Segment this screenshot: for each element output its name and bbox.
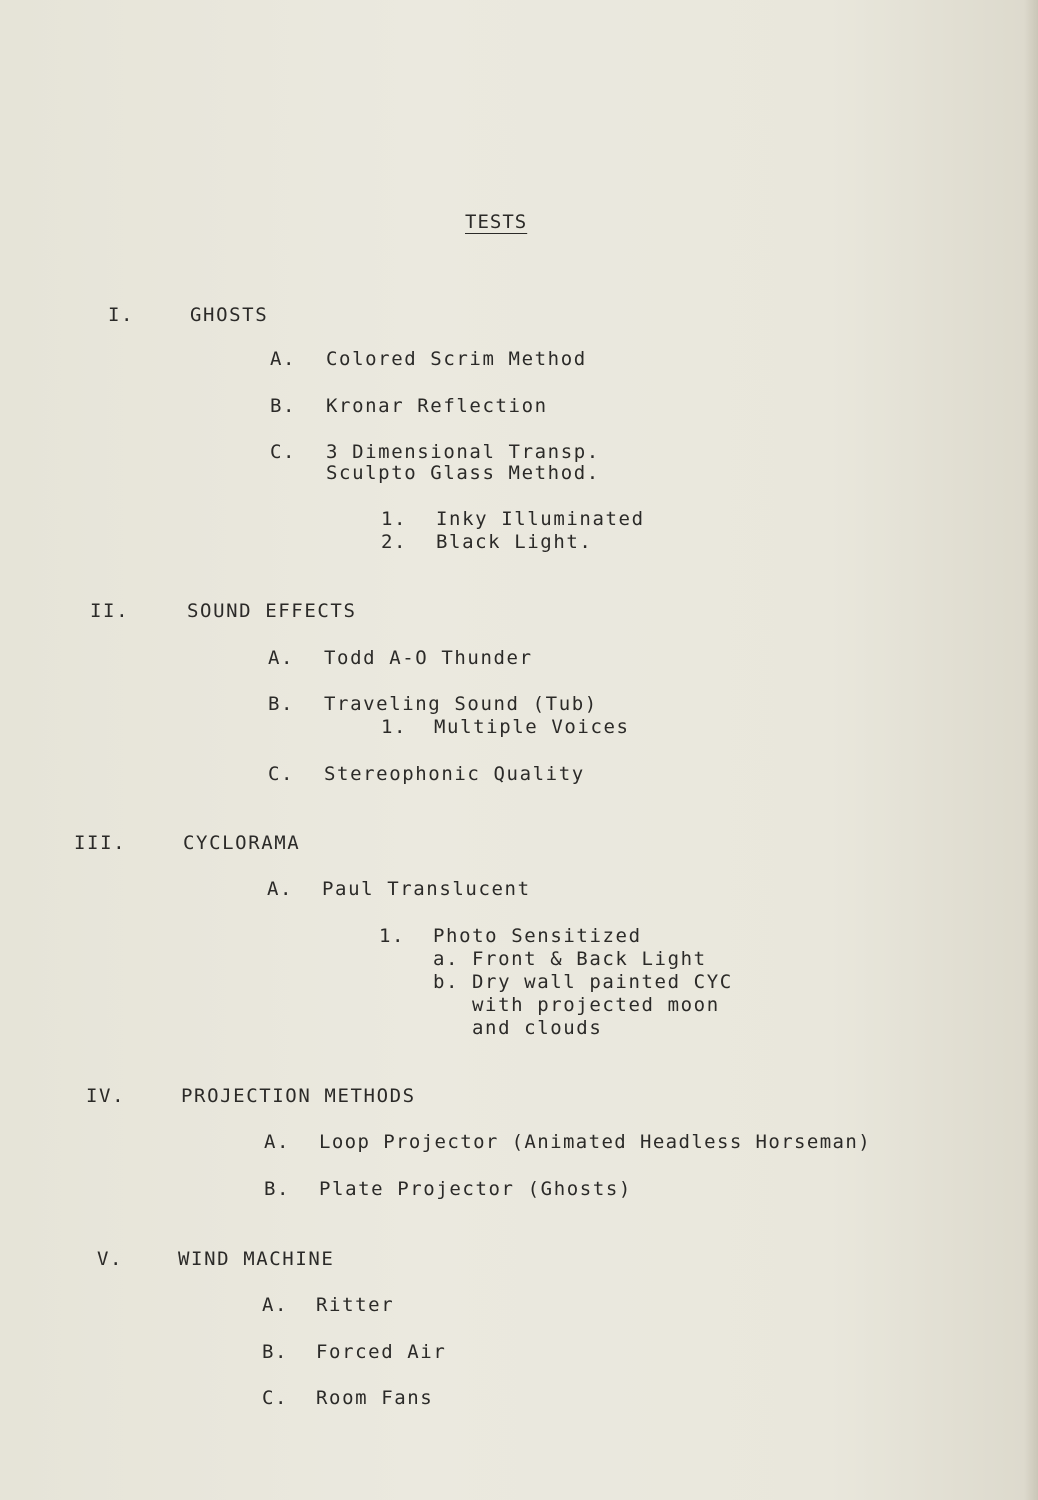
page-edge-shadow xyxy=(1024,0,1038,1500)
item-text: 3 Dimensional Transp. xyxy=(326,441,600,463)
item-letter: B. xyxy=(264,1178,291,1200)
section-heading-ghosts: GHOSTS xyxy=(190,304,269,326)
item-letter: A. xyxy=(262,1294,289,1316)
item-text: Todd A-O Thunder xyxy=(324,647,533,669)
item-text: Room Fans xyxy=(316,1387,434,1409)
item-letter: C. xyxy=(268,763,295,785)
subitem-number: 1. xyxy=(381,716,408,738)
item-letter: A. xyxy=(268,647,295,669)
subitem-number: 1. xyxy=(381,508,408,530)
subitem-text: Photo Sensitized xyxy=(433,925,642,947)
item-text: Ritter xyxy=(316,1294,395,1316)
item-letter: C. xyxy=(262,1387,289,1409)
item-letter: B. xyxy=(262,1341,289,1363)
item-text: Stereophonic Quality xyxy=(324,763,585,785)
section-heading-wind-machine: WIND MACHINE xyxy=(178,1248,335,1270)
item-text: Sculpto Glass Method. xyxy=(326,462,600,484)
subitem-number: 2. xyxy=(381,531,408,553)
item-text: Forced Air xyxy=(316,1341,447,1363)
subsubitem-letter: b. xyxy=(433,971,460,993)
subsubitem-text: and clouds xyxy=(472,1017,603,1039)
subitem-number: 1. xyxy=(379,925,406,947)
section-numeral: II. xyxy=(90,600,130,622)
item-letter: A. xyxy=(270,348,297,370)
subsubitem-text: Dry wall painted CYC xyxy=(472,971,733,993)
subsubitem-text: Front & Back Light xyxy=(472,948,707,970)
section-numeral: IV. xyxy=(86,1085,126,1107)
item-text: Colored Scrim Method xyxy=(326,348,587,370)
subitem-text: Multiple Voices xyxy=(434,716,630,738)
section-numeral: V. xyxy=(97,1248,124,1270)
item-text: Kronar Reflection xyxy=(326,395,548,417)
subitem-text: Black Light. xyxy=(436,531,593,553)
subitem-text: Inky Illuminated xyxy=(436,508,645,530)
subsubitem-letter: a. xyxy=(433,948,460,970)
section-numeral: III. xyxy=(74,832,127,854)
item-text: Paul Translucent xyxy=(322,878,531,900)
item-text: Plate Projector (Ghosts) xyxy=(319,1178,632,1200)
subsubitem-text: with projected moon xyxy=(472,994,720,1016)
section-heading-cyclorama: CYCLORAMA xyxy=(183,832,301,854)
page-title: TESTS xyxy=(465,211,528,233)
item-letter: A. xyxy=(264,1131,291,1153)
item-text: Traveling Sound (Tub) xyxy=(324,693,598,715)
item-letter: B. xyxy=(268,693,295,715)
item-letter: C. xyxy=(270,441,297,463)
section-heading-sound-effects: SOUND EFFECTS xyxy=(187,600,357,622)
item-letter: B. xyxy=(270,395,297,417)
item-letter: A. xyxy=(267,878,294,900)
section-numeral: I. xyxy=(108,304,135,326)
item-text: Loop Projector (Animated Headless Horseman) xyxy=(319,1131,872,1153)
section-heading-projection-methods: PROJECTION METHODS xyxy=(181,1085,416,1107)
